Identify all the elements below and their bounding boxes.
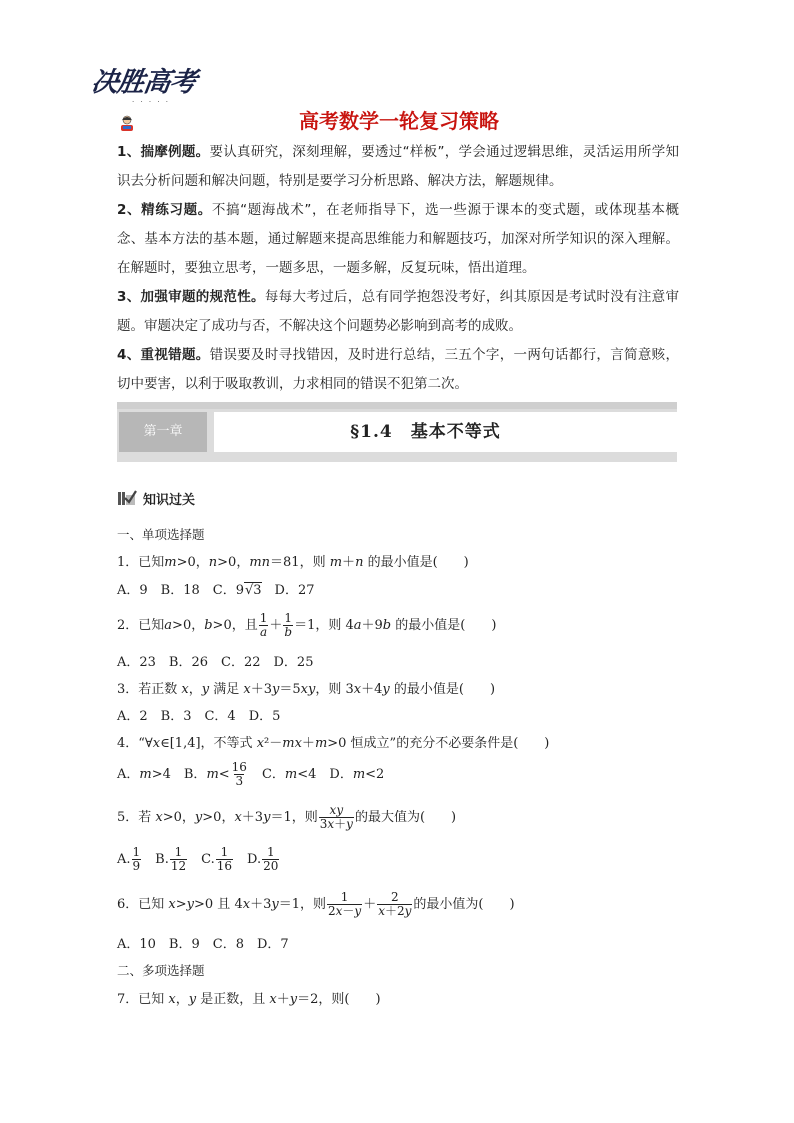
question-6-options: A．10 B．9 C．8 D．7 bbox=[117, 937, 289, 952]
strategy-paragraph bbox=[117, 196, 679, 283]
fraction-xy-over-3x-plus-y: $\frac{xy}{3x+y}$ bbox=[319, 803, 353, 831]
fraction-1-over-a: $\frac{1}{a}$ bbox=[259, 611, 268, 639]
strategy-paragraph bbox=[117, 283, 679, 341]
strategy-heading: 4、重视错题。 bbox=[117, 347, 210, 363]
question-7: 7．已知 x，y 是正数，且 x＋y＝2，则( ) bbox=[117, 992, 381, 1007]
fraction-2-over-x-plus-2y: $\frac{2}{x+2y}$ bbox=[378, 890, 412, 918]
question-1-options: A．9 B．18 C．9√3 D．27 bbox=[117, 583, 315, 598]
knowledge-header bbox=[117, 488, 195, 508]
question-5: 5．若 x>0，y>0，x＋3y＝1，则 $\frac{xy}{3x+y}$ 的最大值为( ) bbox=[117, 803, 457, 831]
strategy-body: 错误要及时寻找错因，及时进行总结，三五个字，一两句话都行，言简意赅，切中要害，以利于吸取教训，力求相同的错误不犯第二次。 bbox=[117, 347, 679, 392]
strategy-heading: 1、揣摩例题。 bbox=[117, 144, 210, 160]
section-title: §1.4 基本不等式 bbox=[350, 422, 501, 442]
strategy-body: 不搞“题海战术”，在老师指导下，选一些源于课本的变式题，或体现基本概念、基本方法的基本题，通过解题来提高思维能力和解题技巧，加深对所学知识的深入理解。在解题时，要独立思考，一题多思，一题多解，反复玩味，悟出道理。 bbox=[117, 202, 679, 276]
banner-top-strip bbox=[117, 402, 677, 409]
single-choice-header: 一、单项选择题 bbox=[117, 527, 205, 542]
page-title: 高考数学一轮复习策略 bbox=[299, 109, 499, 133]
question-2: 2．已知a>0，b>0，且 $\frac{1}{a}$ ＋ $\frac{1}{b}$ ＝1，则 4a＋9b 的最小值是( ) bbox=[117, 611, 497, 639]
chapter-label: 第一章 bbox=[119, 412, 207, 452]
question-5-options: A. $\frac{1}{9}$ B. $\frac{1}{12}$ C. $\frac{1}{16}$ D. $\frac{1}{20}$ bbox=[117, 845, 279, 873]
strategy-body: 要认真研究，深刻理解，要透过“样板”，学会通过逻辑思维，灵活运用所学知识去分析问题和解决问题，特别是要学习分析思路、解决方法，解题规律。 bbox=[117, 144, 679, 189]
question-1: 1．已知m>0，n>0，mn＝81，则 m＋n 的最小值是( ) bbox=[117, 555, 469, 570]
strategy-body: 每每大考过后，总有同学抱怨没考好，纠其原因是考试时没有注意审题。审题决定了成功与否，不解决这个问题势必影响到高考的成败。 bbox=[117, 289, 679, 334]
logo-decoration: · · · · · bbox=[132, 98, 171, 106]
chapter-banner bbox=[117, 402, 677, 462]
fraction-1-over-b: $\frac{1}{b}$ bbox=[284, 611, 293, 639]
multi-choice-header: 二、多项选择题 bbox=[117, 963, 205, 978]
question-3-options: A．2 B．3 C．4 D．5 bbox=[117, 709, 281, 724]
section-box bbox=[214, 412, 677, 452]
knowledge-header-text: 知识过关 bbox=[143, 492, 196, 508]
strategy-heading: 2、精练习题。 bbox=[117, 202, 212, 218]
question-3: 3．若正数 x，y 满足 x＋3y＝5xy，则 3x＋4y 的最小值是( ) bbox=[117, 682, 496, 697]
strategy-heading: 3、加强审题的规范性。 bbox=[117, 289, 265, 305]
question-6: 6．已知 x>y>0 且 4x＋3y＝1，则 $\frac{1}{2x-y}$ ＋ $\frac{2}{x+2y}$ 的最小值为( ) bbox=[117, 890, 515, 918]
fraction-1-over-2x-minus-y: $\frac{1}{2x-y}$ bbox=[327, 890, 362, 918]
checklist-icon bbox=[117, 489, 137, 507]
logo-text: 决胜高考 bbox=[89, 67, 198, 98]
question-2-options: A．23 B．26 C．22 D．25 bbox=[117, 655, 314, 670]
strategy-paragraph bbox=[117, 138, 679, 196]
question-4-options: A．m>4 B．m< $\frac{16}{3}$ C．m<4 D．m<2 bbox=[117, 760, 385, 788]
fraction-16-over-3: $\frac{16}{3}$ bbox=[231, 760, 247, 788]
strategy-paragraph bbox=[117, 341, 679, 399]
question-4: 4．“∀x∈[1,4]，不等式 x²－mx＋m>0 恒成立”的充分不必要条件是( ) bbox=[117, 736, 550, 751]
